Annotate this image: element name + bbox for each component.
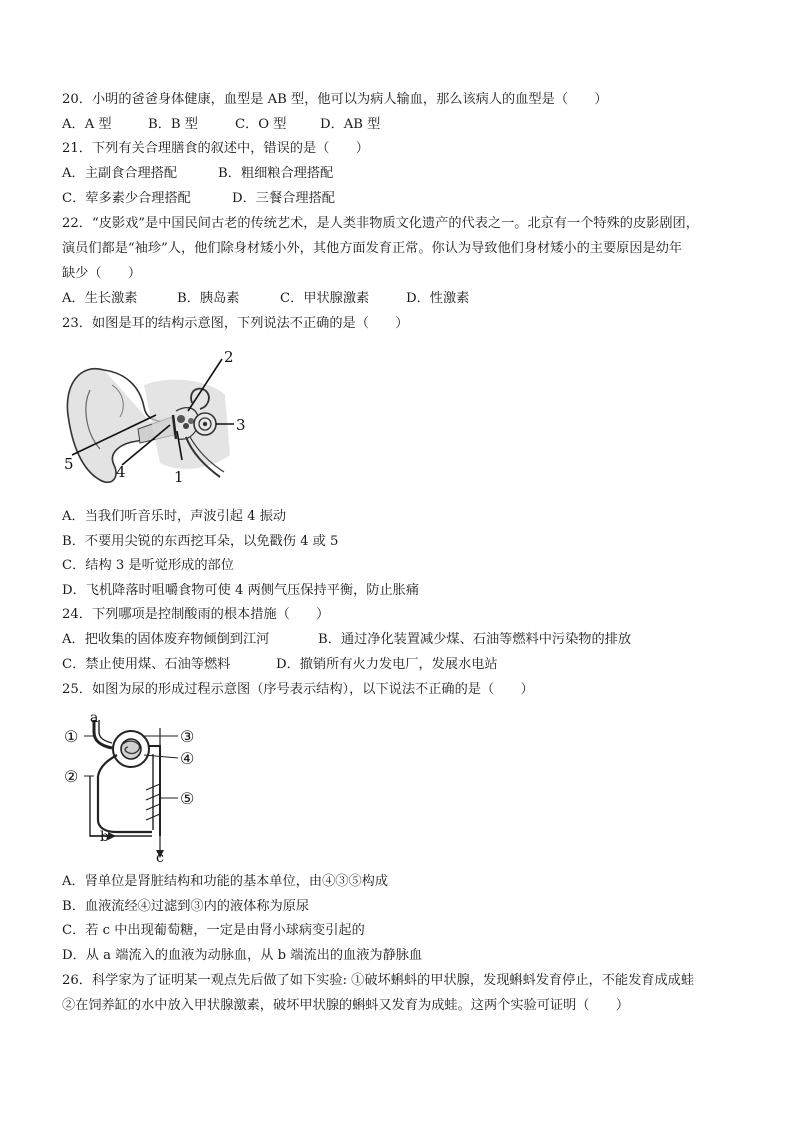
kidney-label-4: ④	[180, 749, 195, 768]
q24-stem: 24．下列哪项是控制酸雨的根本措施（ ）	[62, 607, 330, 622]
q26-stem-line-1: 26．科学家为了证明某一观点先后做了如下实验: ①破坏蝌蚪的甲状腺，发现蝌蚪发育停止，不能发育成成蛙	[62, 973, 695, 988]
q22-option-c: C．甲状腺激素	[280, 291, 370, 306]
q23-stem: 23．如图是耳的结构示意图，下列说法不正确的是（ ）	[62, 316, 409, 331]
ear-structure-figure	[60, 345, 260, 493]
urine-formation-figure	[60, 710, 210, 862]
q24-option-c: C．禁止使用煤、石油等燃料	[62, 657, 231, 672]
kidney-label-3: ③	[180, 727, 195, 746]
q21-option-d: D．三餐合理搭配	[232, 191, 335, 206]
q20-stem: 20．小明的爸爸身体健康，血型是 AB 型，他可以为病人输血，那么该病人的血型是（ ）	[62, 92, 608, 107]
q25-option-d: D．从 a 端流入的血液为动脉血，从 b 端流出的血液为静脉血	[62, 948, 423, 963]
ear-label-5: 5	[64, 455, 74, 473]
q22-stem-line-1: 22．“皮影戏”是中国民间古老的传统艺术，是人类非物质文化遗产的代表之一。北京有一个特殊的皮影剧团，	[62, 216, 699, 231]
q23-option-a: A．当我们听音乐时，声波引起 4 振动	[62, 509, 287, 524]
q25-option-c: C．若 c 中出现葡萄糖，一定是由肾小球病变引起的	[62, 923, 365, 938]
q23-option-d: D．飞机降落时咀嚼食物可使 4 两侧气压保持平衡，防止胀痛	[62, 583, 420, 598]
q21-option-b: B．粗细粮合理搭配	[218, 166, 334, 181]
kidney-label-b: b	[100, 829, 109, 845]
kidney-label-2: ②	[64, 767, 79, 786]
kidney-label-5: ⑤	[180, 789, 195, 808]
q20-option-b: B．B 型	[148, 117, 198, 132]
q25-stem: 25．如图为尿的形成过程示意图（序号表示结构），以下说法不正确的是（ ）	[62, 682, 534, 697]
q24-option-d: D．撤销所有火力发电厂，发展水电站	[276, 657, 498, 672]
q20-option-a: A．A 型	[62, 117, 112, 132]
q23-option-c: C．结构 3 是听觉形成的部位	[62, 558, 234, 573]
kidney-label-1: ①	[64, 727, 79, 746]
q21-option-a: A．主副食合理搭配	[62, 166, 178, 181]
ear-label-4: 4	[116, 463, 126, 481]
q22-stem-line-3: 缺少（ ）	[62, 266, 142, 281]
q21-option-c: C．荤多素少合理搭配	[62, 191, 191, 206]
q25-option-a: A．肾单位是肾脏结构和功能的基本单位，由④③⑤构成	[62, 874, 389, 889]
kidney-label-a: a	[90, 710, 99, 726]
ear-label-1: 1	[174, 468, 184, 486]
q21-stem: 21．下列有关合理膳食的叙述中，错误的是（ ）	[62, 141, 369, 156]
ear-label-2: 2	[224, 348, 234, 366]
q23-option-b: B．不要用尖锐的东西挖耳朵，以免戳伤 4 或 5	[62, 534, 339, 549]
q26-stem-line-2: ②在饲养缸的水中放入甲状腺激素，破坏甲状腺的蝌蚪又发育为成蛙。这两个实验可证明（ ）	[62, 998, 630, 1013]
q24-option-a: A．把收集的固体废弃物倾倒到江河	[62, 632, 270, 647]
ear-label-3: 3	[236, 416, 246, 434]
q20-option-c: C．O 型	[235, 117, 287, 132]
q22-option-a: A．生长激素	[62, 291, 138, 306]
q25-option-b: B．血液流经④过滤到③内的液体称为原尿	[62, 899, 310, 914]
q24-option-b: B．通过净化装置减少煤、石油等燃料中污染物的排放	[318, 632, 632, 647]
q22-stem-line-2: 演员们都是“袖珍”人，他们除身材矮小外，其他方面发育正常。你认为导致他们身材矮小的主要原因是幼年	[62, 241, 683, 256]
q22-option-b: B．胰岛素	[177, 291, 240, 306]
q20-option-d: D．AB 型	[320, 117, 381, 132]
q22-option-d: D．性激素	[406, 291, 470, 306]
kidney-label-c: c	[156, 850, 164, 862]
